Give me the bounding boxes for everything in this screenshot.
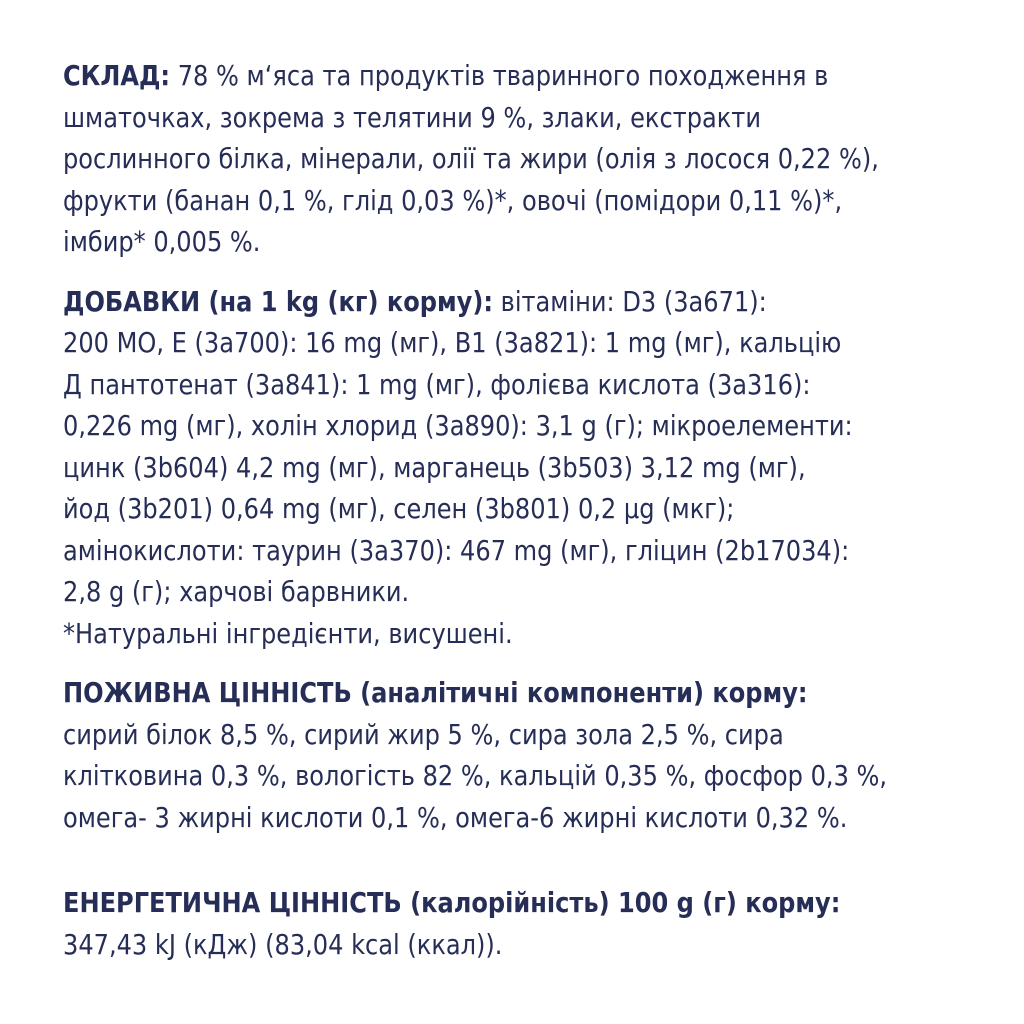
nutrition-section <box>63 672 923 838</box>
composition-line-1: СКЛАД: 78 % м‘яса та продуктів тваринного походження в <box>63 59 829 92</box>
additives-line-5: цинк (3b604) 4,2 mg (мг), марганець (3b503) 3,12 mg (мг), <box>63 450 806 484</box>
additives-section <box>63 281 923 655</box>
additives-heading: ДОБАВКИ (на 1 kg (кг) корму): <box>63 284 493 318</box>
additives-line-1: ДОБАВКИ (на 1 kg (кг) корму): вітаміни: D3 (3a671): <box>63 284 767 318</box>
additives-line-8: 2,8 g (г); харчові барвники. <box>63 575 410 608</box>
additives-line-7: амінокислоти: таурин (3a370): 467 mg (мг), гліцин (2b17034): <box>63 533 850 567</box>
composition-line-4: фрукти (банан 0,1 %, глід 0,03 %)*, овочі (помідори 0,11 %)*, <box>63 183 843 217</box>
nutrition-line-1: сирий білок 8,5 %, сирий жир 5 %, сира зола 2,5 %, сира <box>63 717 784 751</box>
additives-line-3: Д пантотенат (3a841): 1 mg (мг), фолієва кислота (3a316): <box>63 367 811 401</box>
additives-line-4: 0,226 mg (мг), холін хлорид (3a890): 3,1 g (г); мікроелементи: <box>63 409 853 442</box>
nutrition-heading: ПОЖИВНА ЦІННІСТЬ (аналітичні компоненти) корму: <box>63 676 808 709</box>
composition-section <box>63 55 923 263</box>
composition-line-5: імбир* 0,005 %. <box>63 225 261 258</box>
nutrition-line-2: клітковина 0,3 %, вологість 82 %, кальцій 0,35 %, фосфор 0,3 %, <box>63 759 888 792</box>
additives-line-6: йод (3b201) 0,64 mg (мг), селен (3b801) 0,2 µg (мкг); <box>63 492 735 525</box>
composition-line-3: рослинного білка, мінерали, олії та жири (олія з лосося 0,22 %), <box>63 142 879 175</box>
energy-section <box>63 882 923 965</box>
additives-line-2: 200 МО, E (3a700): 16 mg (мг), B1 (3a821): 1 mg (мг), кальцію <box>63 326 842 359</box>
energy-line-1: 347,43 kJ (кДж) (83,04 kcal (ккал)). <box>63 927 503 961</box>
product-label-text <box>63 55 923 983</box>
additives-footnote: *Натуральні інгредієнти, висушені. <box>63 616 513 650</box>
nutrition-line-3: омега- 3 жирні кислоти 0,1 %, омега-6 жирні кислоти 0,32 %. <box>63 800 848 834</box>
composition-line-2: шматочках, зокрема з телятини 9 %, злаки, екстракти <box>63 100 761 134</box>
composition-heading: СКЛАД: <box>63 59 171 92</box>
energy-heading: ЕНЕРГЕТИЧНА ЦІННІСТЬ (калорійність) 100 g (г) корму: <box>63 886 841 919</box>
